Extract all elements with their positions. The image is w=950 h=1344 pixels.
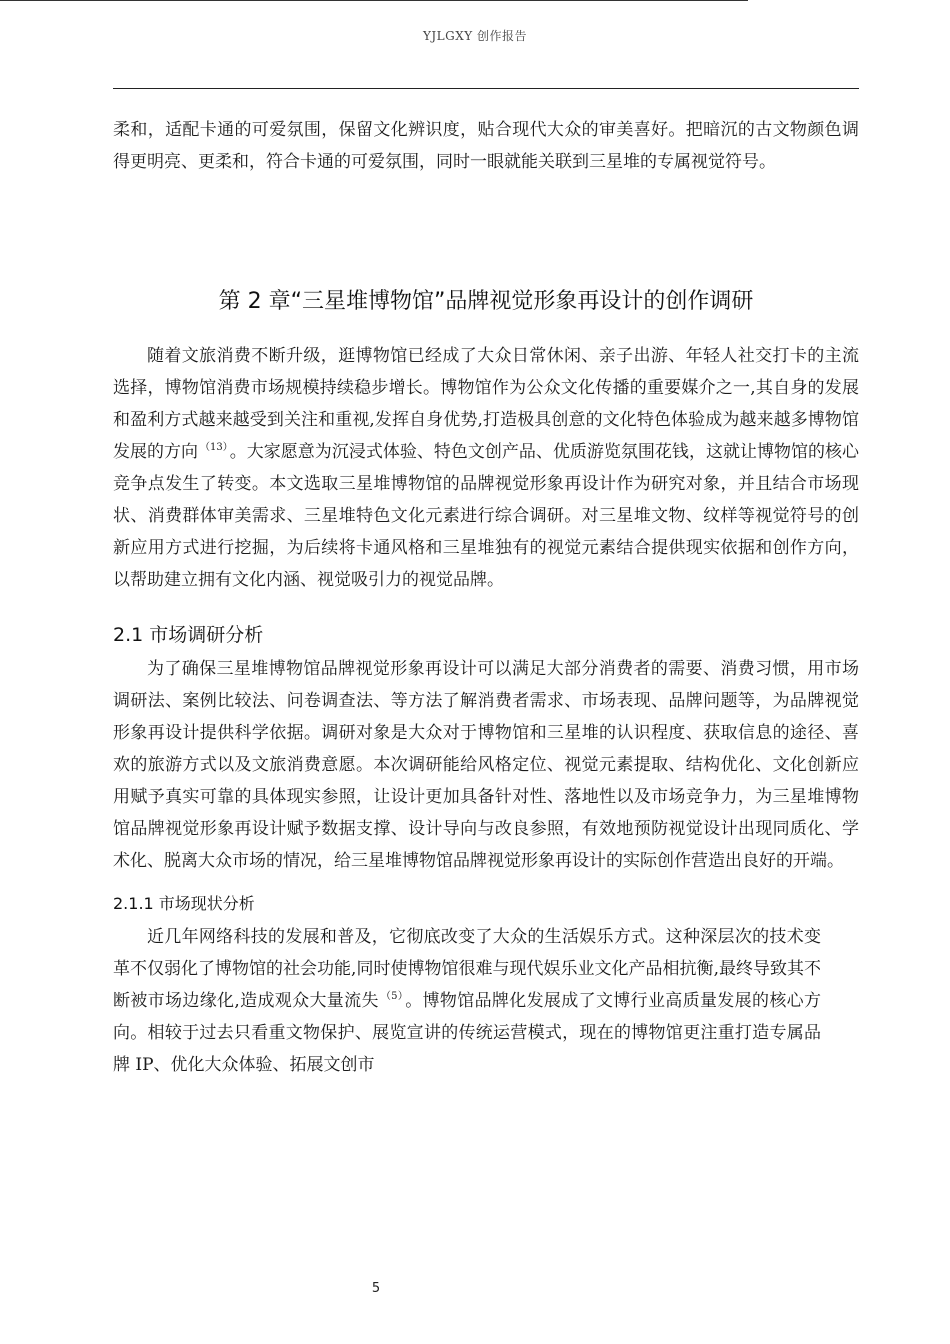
citation-5: （5） bbox=[380, 991, 404, 1002]
subsection-text-part2: 。博物馆品牌化发展成了文博行业高质量发展的核心方向。相较于过去只看重文物保护、展览宣讲的传统运营模式，现在的博物馆更注重打造专属品牌 IP、优化大众体验、拓展文创市 bbox=[113, 991, 822, 1075]
running-header: YJLGXY 创作报告 bbox=[422, 29, 528, 43]
subsection-title-2-1-1: 2.1.1 市场现状分析 bbox=[113, 894, 255, 913]
carryover-paragraph: 柔和，适配卡通的可爱氛围，保留文化辨识度，贴合现代大众的审美喜好。把暗沉的古文物颜色调得更明亮、更柔和，符合卡通的可爱氛围，同时一眼就能关联到三星堆的专属视觉符号。 bbox=[113, 120, 859, 172]
page-number: 5 bbox=[371, 1281, 381, 1296]
citation-13: （13） bbox=[200, 442, 228, 453]
header-rule bbox=[113, 88, 859, 89]
subsection-2-1-1-paragraph bbox=[113, 921, 821, 1081]
section-2-1-paragraph: 为了确保三星堆博物馆品牌视觉形象再设计可以满足大部分消费者的需要、消费习惯，用市场调研法、案例比较法、问卷调查法、等方法了解消费者需求、市场表现、品牌问题等，为品牌视觉形象再设计提供科学依据。调研对象是大众对于博物馆和三星堆的认识程度、获取信息的途径、喜欢的旅游方式以及文旅消费意愿。本次调研能给风格定位、视觉元素提取、结构优化、文化创新应用赋予真实可靠的具体现实参照，让设计更加具备针对性、落地性以及市场竞争力，为三星堆博物馆品牌视觉形象再设计赋予数据支撑、设计导向与改良参照，有效地预防视觉设计出现同质化、学术化、脱离大众市场的情况，给三星堆博物馆品牌视觉形象再设计的实际创作营造出良好的开端。 bbox=[113, 659, 859, 871]
section-title-2-1: 2.1 市场调研分析 bbox=[113, 624, 264, 646]
intro-text-part1: 随着文旅消费不断升级，逛博物馆已经成了大众日常休闲、亲子出游、年轻人社交打卡的主流选择，博物馆消费市场规模持续稳步增长。博物馆作为公众文化传播的重要媒介之一,其自身的发展和盈利方式越来越受到关注和重视,发挥自身优势,打造极具创意的文化特色体验成为越来越多博物馆发展的方向 bbox=[113, 346, 859, 462]
subsection-text-part1: 近几年网络科技的发展和普及，它彻底改变了大众的生活娱乐方式。这种深层次的技术变革不仅弱化了博物馆的社会功能,同时使博物馆很难与现代娱乐业文化产品相抗衡,最终导致其不断被市场边缘化,造成观众大量流失 bbox=[113, 927, 821, 1011]
page-body bbox=[113, 114, 859, 1081]
intro-text-part2: 。大家愿意为沉浸式体验、特色文创产品、优质游览氛围花钱，这就让博物馆的核心竞争点发生了转变。本文选取三星堆博物馆的品牌视觉形象再设计作为研究对象，并且结合市场现状、消费群体审美需求、三星堆特色文化元素进行综合调研。对三星堆文物、纹样等视觉符号的创新应用方式进行挖掘，为后续将卡通风格和三星堆独有的视觉元素结合提供现实依据和创作方向，以帮助建立拥有文化内涵、视觉吸引力的视觉品牌。 bbox=[113, 442, 859, 590]
top-border-line bbox=[0, 0, 748, 1]
chapter-title: 第 2 章“三星堆博物馆”品牌视觉形象再设计的创作调研 bbox=[218, 289, 754, 314]
chapter-intro-paragraph bbox=[113, 340, 859, 596]
